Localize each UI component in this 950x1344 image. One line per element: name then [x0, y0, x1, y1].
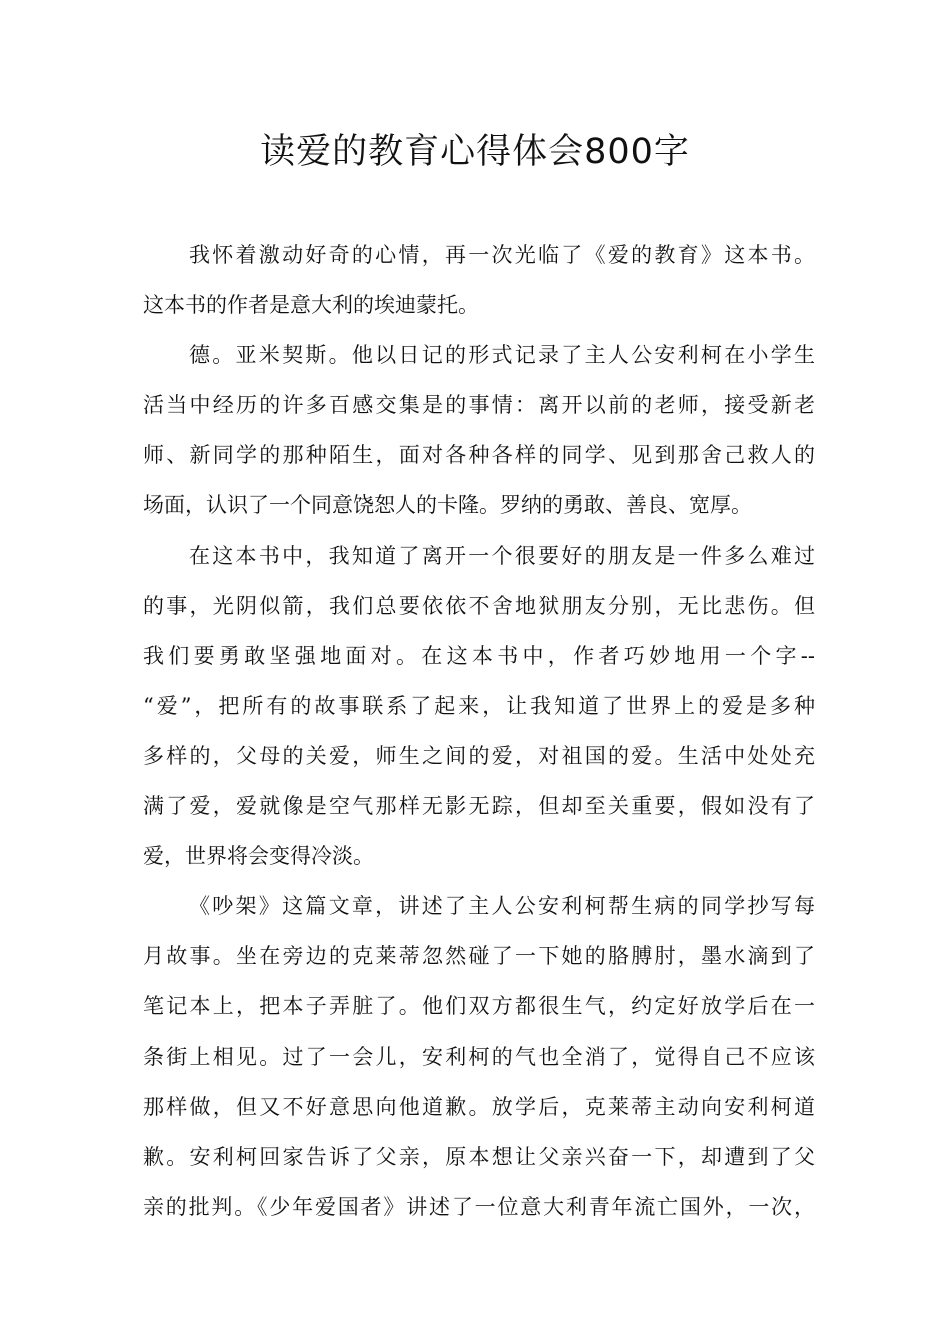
paragraph-line: 笔记本上，把本子弄脏了。他们双方都很生气，约定好放学后在一 — [143, 994, 815, 1019]
paragraph-line: 那样做，但又不好意思向他道歉。放学后，克莱蒂主动向安利柯道 — [143, 1094, 815, 1119]
paragraph-line: 活当中经历的许多百感交集是的事情：离开以前的老师，接受新老 — [143, 393, 815, 418]
paragraph-line: 月故事。坐在旁边的克莱蒂忽然碰了一下她的胳膊肘，墨水滴到了 — [143, 944, 815, 969]
paragraph-line: 多样的，父母的关爱，师生之间的爱，对祖国的爱。生活中处处充 — [143, 743, 815, 768]
paragraph-line: 亲的批判。《少年爱国者》讲述了一位意大利青年流亡国外，一次， — [143, 1194, 815, 1219]
paragraph-line: 爱，世界将会变得冷淡。 — [143, 844, 374, 869]
paragraph-line: 的事，光阴似箭，我们总要依依不舍地狱朋友分别，无比悲伤。但 — [143, 593, 815, 618]
document-title: 读爱的教育心得体会800字 — [260, 132, 690, 172]
paragraph-line: 条街上相见。过了一会儿，安利柯的气也全消了，觉得自己不应该 — [143, 1044, 815, 1069]
paragraph-line: 师、新同学的那种陌生，面对各种各样的同学、见到那舍己救人的 — [143, 443, 815, 468]
paragraph-line: 满了爱，爱就像是空气那样无影无踪，但却至关重要，假如没有了 — [143, 794, 815, 819]
paragraph-line: 《吵架》这篇文章，讲述了主人公安利柯帮生病的同学抄写每 — [189, 894, 815, 919]
paragraph-line: “爱”，把所有的故事联系了起来，让我知道了世界上的爱是多种 — [143, 693, 815, 718]
paragraph-line: 在这本书中，我知道了离开一个很要好的朋友是一件多么难过 — [189, 543, 815, 568]
document-body — [143, 230, 815, 1232]
paragraph-line: 歉。安利柯回家告诉了父亲，原本想让父亲兴奋一下，却遭到了父 — [143, 1144, 815, 1169]
paragraph-line: 德。亚米契斯。他以日记的形式记录了主人公安利柯在小学生 — [189, 343, 815, 368]
paragraph-line: 我怀着激动好奇的心情，再一次光临了《爱的教育》这本书。 — [189, 243, 815, 267]
paragraph-line: 场面，认识了一个同意饶恕人的卡隆。罗纳的勇敢、善良、宽厚。 — [143, 493, 752, 518]
paragraph-line: 我们要勇敢坚强地面对。在这本书中，作者巧妙地用一个字-- — [143, 643, 815, 668]
paragraph-line: 这本书的作者是意大利的埃迪蒙托。 — [143, 293, 479, 318]
